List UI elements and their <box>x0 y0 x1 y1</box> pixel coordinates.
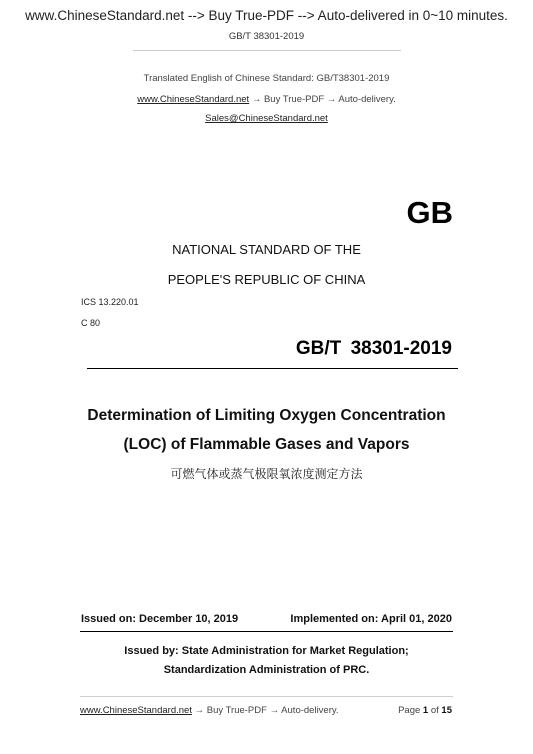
site-line <box>0 94 533 105</box>
footer-site-line <box>80 705 339 716</box>
document-title-line1: Determination of Limiting Oxygen Concentration <box>87 407 446 424</box>
footer-site-link[interactable]: www.ChineseStandard.net <box>80 705 192 716</box>
site-link[interactable]: www.ChineseStandard.net <box>137 94 250 105</box>
sales-email-link[interactable]: Sales@ChineseStandard.net <box>205 113 328 124</box>
footer-divider <box>80 696 453 697</box>
dates-divider <box>80 631 453 632</box>
site-suffix: → Buy True-PDF → Auto-delivery. <box>251 94 396 105</box>
issued-on-date: Issued on: December 10, 2019 <box>81 613 239 625</box>
issued-by-line1: Issued by: State Administration for Market Regulation; <box>124 645 409 657</box>
issued-by-line2: Standardization Administration of PRC. <box>163 664 370 676</box>
implemented-on-date: Implemented on: April 01, 2020 <box>290 613 452 625</box>
translation-note: Translated English of Chinese Standard: GB/T38301-2019 <box>143 73 390 84</box>
page-indicator <box>398 705 452 716</box>
page-label: Page <box>398 705 421 716</box>
national-standard-line2: PEOPLE'S REPUBLIC OF CHINA <box>167 272 366 287</box>
document-title-chinese: 可燃气体或蒸气极限氧浓度测定方法 <box>170 467 363 481</box>
gb-mark: GB <box>406 195 453 230</box>
page-of: of <box>430 705 439 716</box>
footer-site-suffix: → Buy True-PDF → Auto-delivery. <box>194 705 339 716</box>
standard-number: GB/T 38301-2019 <box>295 338 452 359</box>
top-banner: www.ChineseStandard.net --> Buy True-PDF --> Auto-delivered in 0~10 minutes. <box>25 8 508 23</box>
national-standard-line1: NATIONAL STANDARD OF THE <box>172 242 361 257</box>
header-divider <box>133 50 401 51</box>
standard-number-divider <box>87 368 458 369</box>
page-number: 1 <box>422 705 429 716</box>
header-standard-code: GB/T 38301-2019 <box>228 31 305 42</box>
sales-line <box>0 113 533 124</box>
ccs-code: C 80 <box>81 318 101 328</box>
ics-code: ICS 13.220.01 <box>81 297 139 307</box>
page-total: 15 <box>441 705 452 716</box>
document-title-line2: (LOC) of Flammable Gases and Vapors <box>123 436 410 453</box>
